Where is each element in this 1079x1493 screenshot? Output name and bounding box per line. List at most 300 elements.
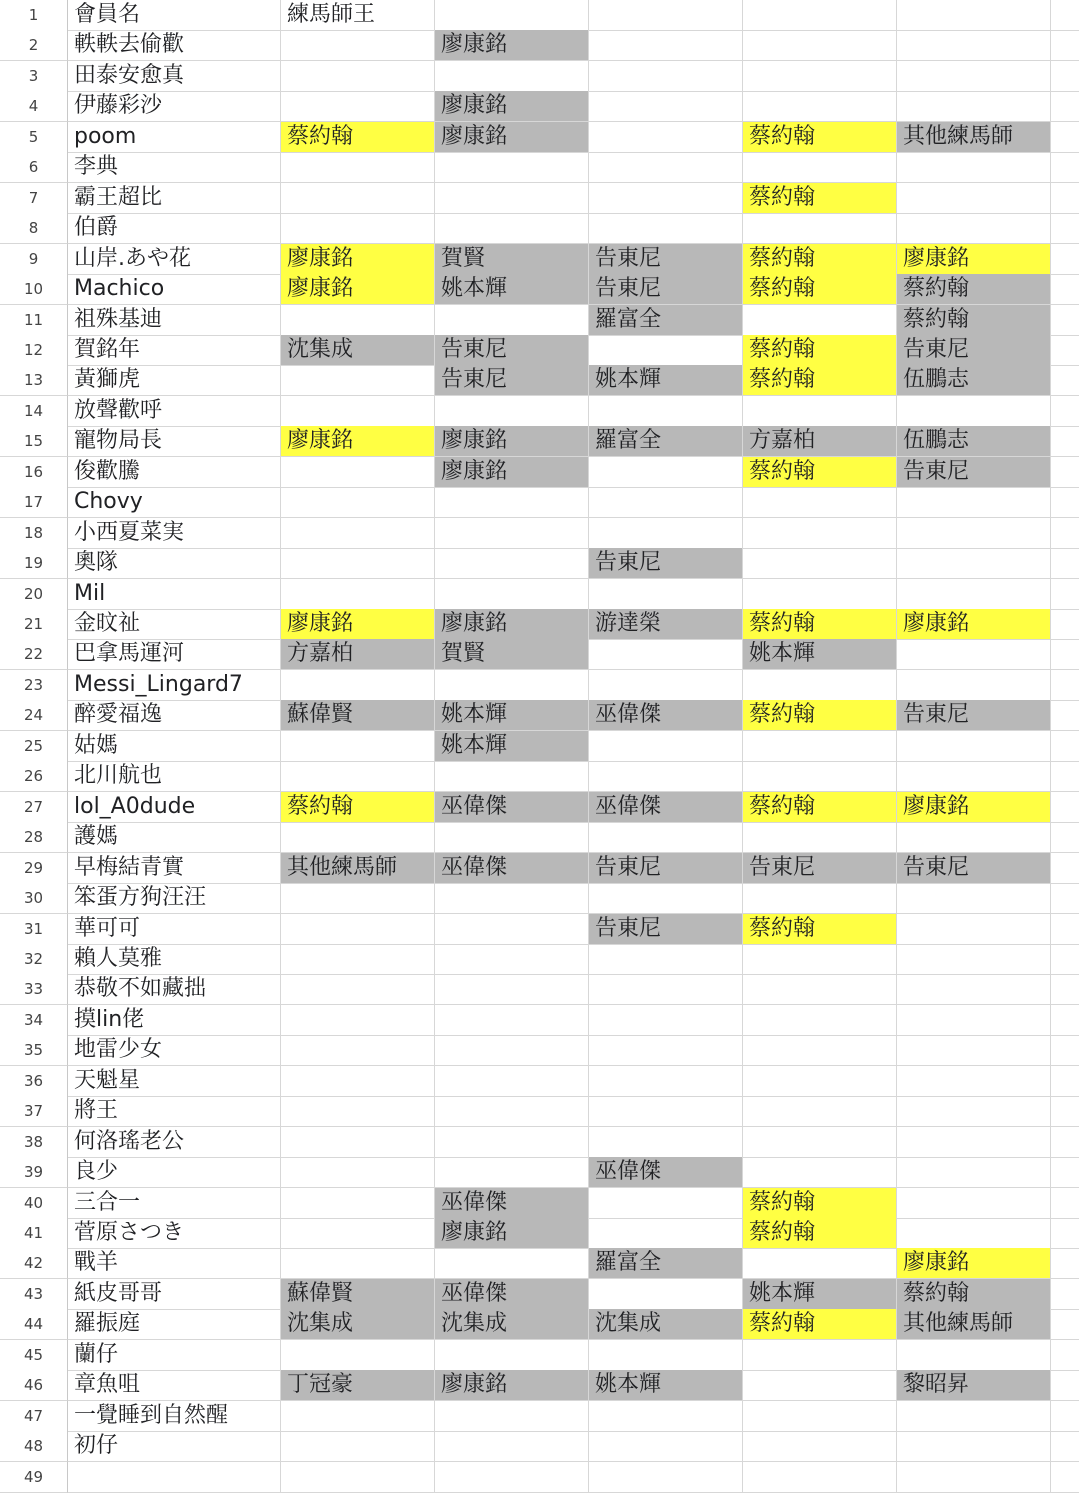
row-number[interactable]: 17 — [0, 487, 68, 518]
trainer-cell[interactable] — [743, 1005, 897, 1036]
member-name-cell[interactable]: 會員名 — [68, 0, 281, 31]
trainer-cell[interactable] — [897, 1157, 1051, 1188]
empty-cell[interactable] — [1051, 609, 1079, 640]
empty-cell[interactable] — [1051, 487, 1079, 518]
trainer-cell[interactable] — [435, 670, 589, 701]
row-number[interactable]: 42 — [0, 1248, 68, 1279]
empty-cell[interactable] — [1051, 305, 1079, 336]
empty-cell[interactable] — [1051, 792, 1079, 823]
empty-cell[interactable] — [1051, 213, 1079, 244]
empty-cell[interactable] — [1051, 761, 1079, 792]
trainer-cell[interactable]: 告東尼 — [743, 853, 897, 884]
trainer-cell[interactable] — [435, 396, 589, 427]
trainer-cell[interactable] — [589, 1127, 743, 1158]
trainer-cell[interactable]: 蔡約翰 — [897, 1279, 1051, 1310]
trainer-cell[interactable] — [281, 883, 435, 914]
row-number[interactable]: 30 — [0, 883, 68, 914]
trainer-cell[interactable] — [897, 670, 1051, 701]
member-name-cell[interactable]: 祖殊基迪 — [68, 305, 281, 336]
trainer-cell[interactable] — [897, 518, 1051, 549]
member-name-cell[interactable]: 天魁星 — [68, 1066, 281, 1097]
row-number[interactable]: 11 — [0, 305, 68, 336]
trainer-cell[interactable] — [897, 1340, 1051, 1371]
member-name-cell[interactable]: 伊藤彩沙 — [68, 91, 281, 122]
member-name-cell[interactable]: 戰羊 — [68, 1248, 281, 1279]
empty-cell[interactable] — [1051, 579, 1079, 610]
member-name-cell[interactable]: 笨蛋方狗汪汪 — [68, 883, 281, 914]
trainer-cell[interactable]: 蔡約翰 — [743, 1309, 897, 1340]
trainer-cell[interactable] — [281, 1340, 435, 1371]
trainer-cell[interactable] — [897, 883, 1051, 914]
member-name-cell[interactable]: 霸王超比 — [68, 183, 281, 214]
trainer-cell[interactable] — [281, 1157, 435, 1188]
empty-cell[interactable] — [1051, 822, 1079, 853]
trainer-cell[interactable] — [743, 1066, 897, 1097]
trainer-cell[interactable] — [743, 579, 897, 610]
trainer-cell[interactable] — [743, 883, 897, 914]
trainer-cell[interactable] — [589, 579, 743, 610]
trainer-cell[interactable]: 告東尼 — [435, 335, 589, 366]
trainer-cell[interactable]: 伍鵬志 — [897, 365, 1051, 396]
member-name-cell[interactable]: 摸lin佬 — [68, 1005, 281, 1036]
trainer-cell[interactable] — [281, 457, 435, 488]
trainer-cell[interactable] — [281, 152, 435, 183]
row-number[interactable]: 14 — [0, 396, 68, 427]
member-name-cell[interactable]: 華可可 — [68, 914, 281, 945]
row-number[interactable]: 21 — [0, 609, 68, 640]
member-name-cell[interactable]: 良少 — [68, 1157, 281, 1188]
empty-cell[interactable] — [1051, 1462, 1079, 1493]
trainer-cell[interactable] — [435, 183, 589, 214]
trainer-cell[interactable] — [743, 1127, 897, 1158]
trainer-cell[interactable]: 姚本輝 — [743, 1279, 897, 1310]
member-name-cell[interactable]: 姑媽 — [68, 731, 281, 762]
trainer-cell[interactable]: 蔡約翰 — [897, 305, 1051, 336]
trainer-cell[interactable]: 廖康銘 — [897, 244, 1051, 275]
member-name-cell[interactable]: 軼軼去偷歡 — [68, 30, 281, 61]
trainer-cell[interactable] — [281, 822, 435, 853]
trainer-cell[interactable] — [743, 396, 897, 427]
trainer-cell[interactable]: 廖康銘 — [281, 426, 435, 457]
trainer-cell[interactable] — [589, 30, 743, 61]
row-number[interactable]: 45 — [0, 1340, 68, 1371]
trainer-cell[interactable] — [281, 1035, 435, 1066]
trainer-cell[interactable] — [435, 944, 589, 975]
trainer-cell[interactable]: 巫偉傑 — [435, 853, 589, 884]
row-number[interactable]: 43 — [0, 1279, 68, 1310]
trainer-cell[interactable] — [435, 548, 589, 579]
row-number[interactable]: 7 — [0, 183, 68, 214]
row-number[interactable]: 26 — [0, 761, 68, 792]
trainer-cell[interactable] — [897, 1218, 1051, 1249]
trainer-cell[interactable]: 黎昭昇 — [897, 1370, 1051, 1401]
row-number[interactable]: 34 — [0, 1005, 68, 1036]
trainer-cell[interactable] — [281, 1401, 435, 1432]
trainer-cell[interactable]: 蔡約翰 — [743, 244, 897, 275]
member-name-cell[interactable]: 賀銘年 — [68, 335, 281, 366]
trainer-cell[interactable] — [897, 579, 1051, 610]
trainer-cell[interactable] — [589, 152, 743, 183]
trainer-cell[interactable] — [281, 396, 435, 427]
row-number[interactable]: 18 — [0, 518, 68, 549]
trainer-cell[interactable] — [435, 61, 589, 92]
trainer-cell[interactable] — [281, 1066, 435, 1097]
trainer-cell[interactable] — [897, 396, 1051, 427]
trainer-cell[interactable]: 蔡約翰 — [743, 792, 897, 823]
trainer-cell[interactable]: 賀賢 — [435, 639, 589, 670]
trainer-cell[interactable] — [743, 1035, 897, 1066]
empty-cell[interactable] — [1051, 670, 1079, 701]
trainer-cell[interactable]: 沈集成 — [435, 1309, 589, 1340]
trainer-cell[interactable]: 蔡約翰 — [743, 914, 897, 945]
trainer-cell[interactable]: 廖康銘 — [435, 122, 589, 153]
empty-cell[interactable] — [1051, 457, 1079, 488]
trainer-cell[interactable] — [281, 305, 435, 336]
row-number[interactable]: 6 — [0, 152, 68, 183]
row-number[interactable]: 24 — [0, 700, 68, 731]
trainer-cell[interactable] — [743, 30, 897, 61]
trainer-cell[interactable] — [435, 1066, 589, 1097]
trainer-cell[interactable] — [281, 1218, 435, 1249]
trainer-cell[interactable] — [435, 1462, 589, 1493]
trainer-cell[interactable]: 廖康銘 — [435, 91, 589, 122]
member-name-cell[interactable]: 山岸.あや花 — [68, 244, 281, 275]
member-name-cell[interactable]: lol_A0dude — [68, 792, 281, 823]
row-number[interactable]: 16 — [0, 457, 68, 488]
row-number[interactable]: 31 — [0, 914, 68, 945]
trainer-cell[interactable] — [435, 761, 589, 792]
row-number[interactable]: 46 — [0, 1370, 68, 1401]
member-name-cell[interactable]: 李典 — [68, 152, 281, 183]
trainer-cell[interactable] — [281, 579, 435, 610]
member-name-cell[interactable]: 羅振庭 — [68, 1309, 281, 1340]
empty-cell[interactable] — [1051, 944, 1079, 975]
trainer-cell[interactable]: 廖康銘 — [435, 30, 589, 61]
trainer-cell[interactable] — [589, 1340, 743, 1371]
trainer-cell[interactable]: 告東尼 — [435, 365, 589, 396]
row-number[interactable]: 36 — [0, 1066, 68, 1097]
trainer-cell[interactable] — [897, 1127, 1051, 1158]
trainer-cell[interactable]: 方嘉柏 — [743, 426, 897, 457]
row-number[interactable]: 35 — [0, 1035, 68, 1066]
trainer-cell[interactable] — [743, 1401, 897, 1432]
trainer-cell[interactable]: 沈集成 — [589, 1309, 743, 1340]
trainer-cell[interactable]: 廖康銘 — [435, 1370, 589, 1401]
trainer-cell[interactable]: 巫偉傑 — [435, 1188, 589, 1219]
empty-cell[interactable] — [1051, 426, 1079, 457]
trainer-cell[interactable] — [281, 91, 435, 122]
trainer-cell[interactable] — [281, 1005, 435, 1036]
row-number[interactable]: 25 — [0, 731, 68, 762]
trainer-cell[interactable] — [897, 1066, 1051, 1097]
trainer-cell[interactable]: 廖康銘 — [897, 609, 1051, 640]
trainer-cell[interactable] — [743, 0, 897, 31]
empty-cell[interactable] — [1051, 61, 1079, 92]
trainer-cell[interactable]: 蔡約翰 — [743, 457, 897, 488]
empty-cell[interactable] — [1051, 365, 1079, 396]
trainer-cell[interactable] — [281, 1188, 435, 1219]
member-name-cell[interactable] — [68, 1462, 281, 1493]
trainer-cell[interactable] — [589, 822, 743, 853]
trainer-cell[interactable] — [281, 365, 435, 396]
empty-cell[interactable] — [1051, 152, 1079, 183]
row-number[interactable]: 9 — [0, 244, 68, 275]
trainer-cell[interactable] — [589, 487, 743, 518]
trainer-cell[interactable]: 游達榮 — [589, 609, 743, 640]
row-number[interactable]: 29 — [0, 853, 68, 884]
trainer-cell[interactable] — [281, 1127, 435, 1158]
empty-cell[interactable] — [1051, 1340, 1079, 1371]
trainer-cell[interactable]: 姚本輝 — [435, 700, 589, 731]
trainer-cell[interactable] — [435, 518, 589, 549]
empty-cell[interactable] — [1051, 274, 1079, 305]
empty-cell[interactable] — [1051, 122, 1079, 153]
trainer-cell[interactable] — [897, 183, 1051, 214]
trainer-cell[interactable] — [897, 30, 1051, 61]
empty-cell[interactable] — [1051, 1370, 1079, 1401]
empty-cell[interactable] — [1051, 518, 1079, 549]
trainer-cell[interactable] — [435, 1096, 589, 1127]
row-number[interactable]: 33 — [0, 974, 68, 1005]
trainer-cell[interactable] — [743, 518, 897, 549]
trainer-cell[interactable]: 蔡約翰 — [743, 335, 897, 366]
trainer-cell[interactable]: 巫偉傑 — [589, 700, 743, 731]
row-number[interactable]: 19 — [0, 548, 68, 579]
trainer-cell[interactable] — [435, 822, 589, 853]
member-name-cell[interactable]: 小西夏菜実 — [68, 518, 281, 549]
empty-cell[interactable] — [1051, 883, 1079, 914]
member-name-cell[interactable]: 伯爵 — [68, 213, 281, 244]
trainer-cell[interactable] — [743, 548, 897, 579]
row-number[interactable]: 22 — [0, 639, 68, 670]
member-name-cell[interactable]: 章魚咀 — [68, 1370, 281, 1401]
trainer-cell[interactable] — [743, 213, 897, 244]
trainer-cell[interactable]: 告東尼 — [589, 914, 743, 945]
empty-cell[interactable] — [1051, 548, 1079, 579]
trainer-cell[interactable]: 告東尼 — [897, 457, 1051, 488]
trainer-cell[interactable] — [743, 1096, 897, 1127]
trainer-cell[interactable] — [743, 1462, 897, 1493]
member-name-cell[interactable]: 金旼祉 — [68, 609, 281, 640]
empty-cell[interactable] — [1051, 1157, 1079, 1188]
trainer-cell[interactable]: 告東尼 — [897, 853, 1051, 884]
trainer-cell[interactable] — [743, 1157, 897, 1188]
trainer-cell[interactable]: 蘇偉賢 — [281, 1279, 435, 1310]
trainer-cell[interactable]: 蔡約翰 — [743, 1188, 897, 1219]
trainer-cell[interactable]: 廖康銘 — [897, 792, 1051, 823]
trainer-cell[interactable] — [589, 1431, 743, 1462]
trainer-cell[interactable] — [897, 974, 1051, 1005]
trainer-cell[interactable] — [743, 1340, 897, 1371]
trainer-cell[interactable]: 蔡約翰 — [743, 365, 897, 396]
trainer-cell[interactable] — [897, 1188, 1051, 1219]
trainer-cell[interactable] — [281, 487, 435, 518]
trainer-cell[interactable]: 蔡約翰 — [743, 183, 897, 214]
empty-cell[interactable] — [1051, 335, 1079, 366]
trainer-cell[interactable] — [589, 335, 743, 366]
trainer-cell[interactable]: 廖康銘 — [897, 1248, 1051, 1279]
member-name-cell[interactable]: 紙皮哥哥 — [68, 1279, 281, 1310]
empty-cell[interactable] — [1051, 1218, 1079, 1249]
trainer-cell[interactable] — [897, 0, 1051, 31]
empty-cell[interactable] — [1051, 91, 1079, 122]
trainer-cell[interactable]: 姚本輝 — [743, 639, 897, 670]
trainer-cell[interactable] — [589, 974, 743, 1005]
trainer-cell[interactable]: 廖康銘 — [281, 609, 435, 640]
row-number[interactable]: 23 — [0, 670, 68, 701]
row-number[interactable]: 5 — [0, 122, 68, 153]
empty-cell[interactable] — [1051, 853, 1079, 884]
trainer-cell[interactable] — [897, 213, 1051, 244]
trainer-cell[interactable] — [435, 1248, 589, 1279]
member-name-cell[interactable]: 何洛瑤老公 — [68, 1127, 281, 1158]
trainer-cell[interactable] — [281, 1248, 435, 1279]
trainer-cell[interactable] — [281, 183, 435, 214]
trainer-cell[interactable]: 蔡約翰 — [281, 122, 435, 153]
member-name-cell[interactable]: poom — [68, 122, 281, 153]
trainer-cell[interactable] — [435, 1401, 589, 1432]
row-number[interactable]: 38 — [0, 1127, 68, 1158]
trainer-cell[interactable]: 蔡約翰 — [743, 122, 897, 153]
trainer-cell[interactable] — [435, 152, 589, 183]
trainer-cell[interactable]: 告東尼 — [897, 700, 1051, 731]
trainer-cell[interactable] — [589, 396, 743, 427]
empty-cell[interactable] — [1051, 0, 1079, 31]
trainer-cell[interactable] — [281, 974, 435, 1005]
empty-cell[interactable] — [1051, 1431, 1079, 1462]
trainer-cell[interactable] — [743, 1248, 897, 1279]
trainer-cell[interactable]: 告東尼 — [589, 244, 743, 275]
trainer-cell[interactable]: 廖康銘 — [281, 244, 435, 275]
trainer-cell[interactable]: 練馬師王 — [281, 0, 435, 31]
member-name-cell[interactable]: Mil — [68, 579, 281, 610]
trainer-cell[interactable]: 姚本輝 — [435, 731, 589, 762]
trainer-cell[interactable] — [897, 761, 1051, 792]
trainer-cell[interactable] — [743, 305, 897, 336]
trainer-cell[interactable] — [743, 1431, 897, 1462]
trainer-cell[interactable] — [897, 487, 1051, 518]
row-number[interactable]: 4 — [0, 91, 68, 122]
member-name-cell[interactable]: 一覺睡到自然醒 — [68, 1401, 281, 1432]
trainer-cell[interactable] — [281, 30, 435, 61]
trainer-cell[interactable] — [743, 61, 897, 92]
trainer-cell[interactable] — [589, 1096, 743, 1127]
row-number[interactable]: 8 — [0, 213, 68, 244]
trainer-cell[interactable] — [435, 1035, 589, 1066]
row-number[interactable]: 13 — [0, 365, 68, 396]
trainer-cell[interactable]: 告東尼 — [589, 274, 743, 305]
row-number[interactable]: 41 — [0, 1218, 68, 1249]
trainer-cell[interactable]: 羅富全 — [589, 1248, 743, 1279]
trainer-cell[interactable]: 蔡約翰 — [743, 700, 897, 731]
member-name-cell[interactable]: 黃獅虎 — [68, 365, 281, 396]
row-number[interactable]: 32 — [0, 944, 68, 975]
empty-cell[interactable] — [1051, 1401, 1079, 1432]
trainer-cell[interactable] — [897, 944, 1051, 975]
trainer-cell[interactable] — [281, 914, 435, 945]
member-name-cell[interactable]: 田泰安愈真 — [68, 61, 281, 92]
member-name-cell[interactable]: 放聲歡呼 — [68, 396, 281, 427]
member-name-cell[interactable]: 巴拿馬運河 — [68, 639, 281, 670]
trainer-cell[interactable] — [897, 1005, 1051, 1036]
trainer-cell[interactable] — [897, 548, 1051, 579]
trainer-cell[interactable] — [589, 0, 743, 31]
row-number[interactable]: 20 — [0, 579, 68, 610]
row-number[interactable]: 47 — [0, 1401, 68, 1432]
member-name-cell[interactable]: 恭敬不如藏拙 — [68, 974, 281, 1005]
trainer-cell[interactable]: 羅富全 — [589, 426, 743, 457]
member-name-cell[interactable]: 將王 — [68, 1096, 281, 1127]
trainer-cell[interactable]: 賀賢 — [435, 244, 589, 275]
trainer-cell[interactable] — [897, 1035, 1051, 1066]
trainer-cell[interactable] — [435, 579, 589, 610]
trainer-cell[interactable] — [281, 61, 435, 92]
member-name-cell[interactable]: 早梅結青實 — [68, 853, 281, 884]
trainer-cell[interactable] — [743, 944, 897, 975]
trainer-cell[interactable] — [589, 1188, 743, 1219]
trainer-cell[interactable]: 巫偉傑 — [435, 792, 589, 823]
row-number[interactable]: 28 — [0, 822, 68, 853]
member-name-cell[interactable]: 菅原さつき — [68, 1218, 281, 1249]
trainer-cell[interactable] — [589, 1066, 743, 1097]
trainer-cell[interactable]: 蔡約翰 — [281, 792, 435, 823]
trainer-cell[interactable] — [435, 1340, 589, 1371]
row-number[interactable]: 48 — [0, 1431, 68, 1462]
row-number[interactable]: 39 — [0, 1157, 68, 1188]
trainer-cell[interactable] — [281, 731, 435, 762]
trainer-cell[interactable] — [743, 731, 897, 762]
trainer-cell[interactable] — [589, 1005, 743, 1036]
trainer-cell[interactable] — [435, 487, 589, 518]
trainer-cell[interactable] — [589, 518, 743, 549]
trainer-cell[interactable] — [897, 822, 1051, 853]
trainer-cell[interactable]: 告東尼 — [589, 548, 743, 579]
trainer-cell[interactable]: 方嘉柏 — [281, 639, 435, 670]
trainer-cell[interactable] — [897, 914, 1051, 945]
row-number[interactable]: 27 — [0, 792, 68, 823]
empty-cell[interactable] — [1051, 1005, 1079, 1036]
trainer-cell[interactable]: 告東尼 — [897, 335, 1051, 366]
trainer-cell[interactable] — [435, 883, 589, 914]
trainer-cell[interactable]: 丁冠豪 — [281, 1370, 435, 1401]
trainer-cell[interactable] — [281, 1431, 435, 1462]
trainer-cell[interactable] — [897, 731, 1051, 762]
trainer-cell[interactable]: 告東尼 — [589, 853, 743, 884]
row-number[interactable]: 3 — [0, 61, 68, 92]
trainer-cell[interactable]: 沈集成 — [281, 1309, 435, 1340]
member-name-cell[interactable]: 寵物局長 — [68, 426, 281, 457]
trainer-cell[interactable] — [589, 670, 743, 701]
trainer-cell[interactable] — [435, 305, 589, 336]
trainer-cell[interactable] — [743, 670, 897, 701]
trainer-cell[interactable] — [589, 1401, 743, 1432]
trainer-cell[interactable] — [589, 122, 743, 153]
trainer-cell[interactable] — [589, 639, 743, 670]
empty-cell[interactable] — [1051, 974, 1079, 1005]
trainer-cell[interactable] — [897, 1431, 1051, 1462]
trainer-cell[interactable]: 其他練馬師 — [897, 1309, 1051, 1340]
trainer-cell[interactable] — [281, 213, 435, 244]
member-name-cell[interactable]: 蘭仔 — [68, 1340, 281, 1371]
row-number[interactable]: 15 — [0, 426, 68, 457]
trainer-cell[interactable] — [589, 883, 743, 914]
member-name-cell[interactable]: Chovy — [68, 487, 281, 518]
trainer-cell[interactable] — [435, 974, 589, 1005]
trainer-cell[interactable] — [743, 761, 897, 792]
trainer-cell[interactable]: 廖康銘 — [281, 274, 435, 305]
trainer-cell[interactable] — [589, 731, 743, 762]
trainer-cell[interactable] — [743, 1370, 897, 1401]
